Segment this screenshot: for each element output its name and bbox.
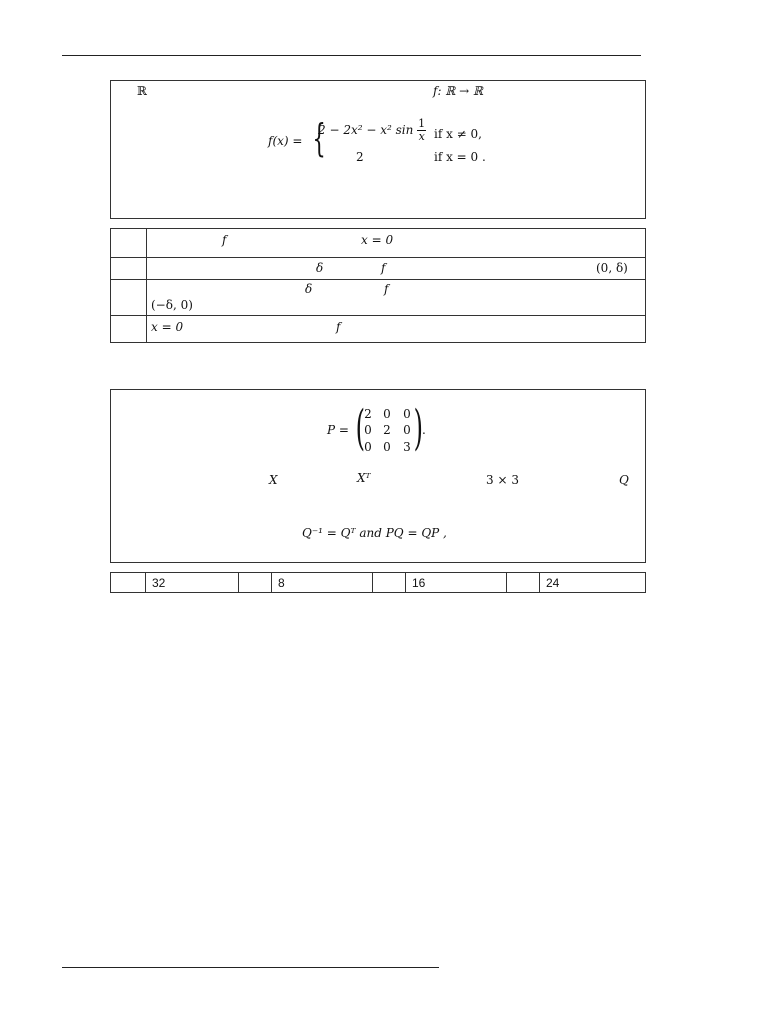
question-1-options [110,228,646,343]
reals-symbol: ℝ [137,84,147,98]
choice-label-cell[interactable] [239,573,272,593]
option-text-cell[interactable] [147,280,646,316]
option-label-cell[interactable] [111,258,147,280]
case-2-value: 2 [356,150,364,164]
option-fragment: δ [316,261,324,275]
option-fragment: δ [305,282,313,296]
option-text-cell[interactable] [147,229,646,258]
option-fragment: (−δ, 0) [151,298,193,312]
case-2-condition: if x = 0 . [434,150,486,164]
matrix-size: 3 × 3 [486,473,519,487]
matrix-entry: 0 [403,407,411,421]
option-row[interactable] [111,258,646,280]
option-fragment: f [381,261,386,275]
case-1-expr-text: 2 − 2x² − x² sin [318,123,414,137]
case-1-expression [318,118,426,143]
function-mapping: f: ℝ → ℝ [433,84,483,98]
choice-label-cell[interactable] [373,573,406,593]
case-1-frac-den: x [418,130,425,143]
question-2-box [110,389,646,563]
matrix-entry: 0 [383,440,391,454]
case-1-fraction [417,118,426,143]
choices-row [111,573,646,593]
matrix-entry: 3 [403,440,411,454]
choice-value[interactable]: 8 [272,573,373,593]
orthogonal-condition: Q⁻¹ = Qᵀ and PQ = QP , [302,526,447,540]
choice-value[interactable]: 24 [540,573,646,593]
question-1-box [110,80,646,219]
option-fragment: f [222,233,227,247]
header-rule [62,55,641,56]
option-row[interactable] [111,229,646,258]
case-1-condition: if x ≠ 0, [434,127,482,141]
matrix-right-paren: ) [413,400,424,456]
matrix-x: X [269,473,278,487]
piecewise-brace: { [312,116,326,160]
option-text-cell[interactable] [147,316,646,343]
option-text-cell[interactable] [147,258,646,280]
footer-rule [62,967,439,968]
matrix-entry: 2 [383,423,391,437]
choice-label-cell[interactable] [111,573,146,593]
matrix-entry: 2 [364,407,372,421]
matrix-lhs: P = [327,423,349,437]
option-label-cell[interactable] [111,229,147,258]
matrix-entry: 0 [383,407,391,421]
matrix-entry: 0 [364,423,372,437]
function-lhs: f(x) = [268,134,303,148]
option-row[interactable] [111,316,646,343]
case-1-frac-num: 1 [418,117,426,130]
matrix-left-paren: ( [355,400,366,456]
choice-value[interactable]: 32 [146,573,239,593]
matrix-q: Q [619,473,629,487]
option-label-cell[interactable] [111,280,147,316]
choice-label-cell[interactable] [507,573,540,593]
question-2-choices [110,572,646,593]
matrix-period: . [422,423,426,437]
option-label-cell[interactable] [111,316,147,343]
matrix-entry: 0 [364,440,372,454]
option-fragment: f [384,282,389,296]
option-row[interactable] [111,280,646,316]
option-fragment: f [336,320,341,334]
matrix-entry: 0 [403,423,411,437]
option-fragment: x = 0 [151,320,184,334]
matrix-x-transpose: Xᵀ [357,471,371,485]
option-fragment: (0, δ) [596,261,628,275]
choice-value[interactable]: 16 [406,573,507,593]
option-fragment: x = 0 [361,233,394,247]
